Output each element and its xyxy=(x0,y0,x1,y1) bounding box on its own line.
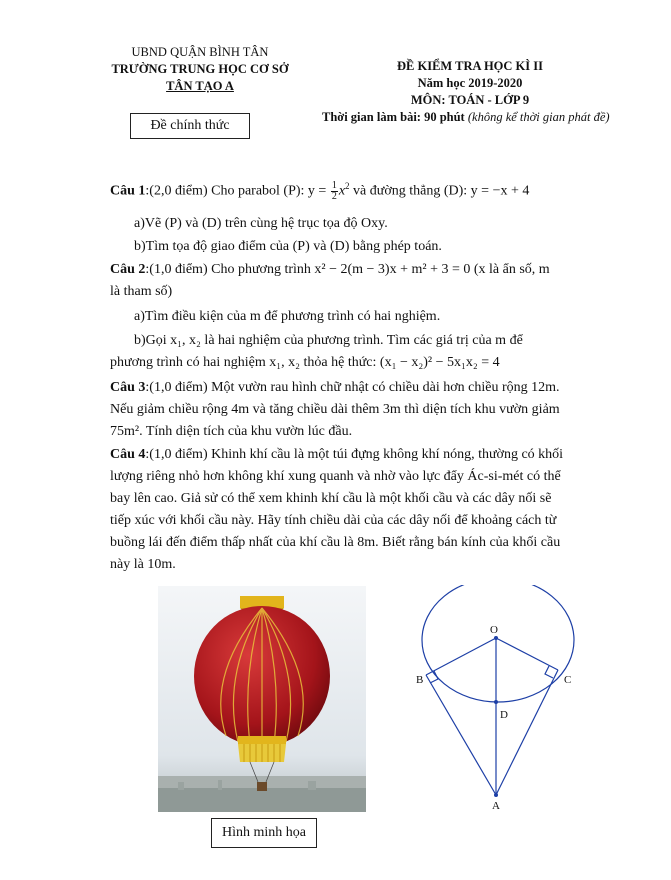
q3-label: Câu 3 xyxy=(110,380,146,395)
q3-text3: 75m². Tính diện tích của khu vườn lúc đầu. xyxy=(110,424,353,439)
header-left xyxy=(95,44,305,95)
question-1: Câu 1:(2,0 điểm) Cho parabol (P): y = $\frac{1}{2}$ $x^2$ và đường thẳng (D): y = −x + 4 xyxy=(110,179,530,202)
label-A: A xyxy=(492,800,500,812)
q1-label: Câu 1 xyxy=(110,183,146,199)
q4-text2: lượng riêng nhỏ hơn không khí xung quanh và nhờ vào lực đẩy Ác-si-mét có thể xyxy=(110,469,561,484)
official-badge xyxy=(130,113,250,139)
q2-line2: là tham số) xyxy=(110,284,173,299)
header-right xyxy=(340,58,600,109)
q2-line1: :(1,0 điểm) Cho phương trình x² − 2(m − 3)x + m² + 3 = 0 (x là ẩn số, m xyxy=(145,262,550,277)
q1-part-b: b)Tìm tọa độ giao điểm của (P) và (D) bằng phép toán. xyxy=(134,239,442,254)
q4-text1: :(1,0 điểm) Khinh khí cầu là một túi đựng không khí nóng, thường có khối xyxy=(145,447,564,462)
q2-part-a: a)Tìm điều kiện của m để phương trình có hai nghiệm. xyxy=(134,309,441,324)
q3-text2: Nếu giảm chiều rộng 4m và tăng chiều dài thêm 3m thì diện tích khu vườn giảm xyxy=(110,402,560,417)
figure-caption: Hình minh họa xyxy=(222,825,306,840)
school-name: TÂN TẠO A xyxy=(166,79,234,93)
question-3 xyxy=(110,377,630,399)
q3-text1: :(1,0 điểm) Một vườn rau hình chữ nhật có chiều dài hơn chiều rộng 12m. xyxy=(145,380,560,395)
official-badge-label: Đề chính thức xyxy=(150,118,230,133)
q4-text3: bay lên cao. Giả sử có thể xem khinh khí cầu là một khối cầu và các dây nối sẽ xyxy=(110,491,552,506)
q1-mid: và đường thẳng (D): y = −x + 4 xyxy=(349,183,530,199)
q4-text5: buồng lái đến điểm thấp nhất của khí cầu là 8m. Biết rằng bán kính của khối cầu xyxy=(110,535,561,550)
district-name: UBND QUẬN BÌNH TÂN xyxy=(131,45,269,59)
time-label: Thời gian làm bài: 90 phút xyxy=(322,110,465,124)
subject: MÔN: TOÁN - LỚP 9 xyxy=(410,93,530,107)
figure-caption-box xyxy=(211,818,317,848)
q1-part-a: a)Vẽ (P) và (D) trên cùng hệ trục tọa độ Oxy. xyxy=(134,216,388,231)
q1-lead: :(2,0 điểm) Cho parabol (P): y = xyxy=(145,183,330,199)
time-line xyxy=(322,110,632,125)
balloon-illustration xyxy=(158,586,366,812)
question-2 xyxy=(110,259,630,281)
line-CA xyxy=(496,670,558,795)
exam-title: ĐỀ KIỂM TRA HỌC KÌ II xyxy=(397,59,543,73)
school-year: Năm học 2019-2020 xyxy=(417,76,523,90)
school-type: TRƯỜNG TRUNG HỌC CƠ SỞ xyxy=(111,62,289,76)
q4-label: Câu 4 xyxy=(110,447,146,462)
q2-part-b-2: phương trình có hai nghiệm x₁, x₂ thỏa hệ thức: (x₁ − x₂)² − 5x₁x₂ = 4 xyxy=(110,355,500,370)
q1-fraction: $\frac{1}{2}$ xyxy=(331,179,337,202)
label-O: O xyxy=(490,624,498,636)
q4-text4: tiếp xúc với khối cầu này. Hãy tính chiều dài của các dây nối để khoảng cách từ xyxy=(110,513,557,528)
question-4 xyxy=(110,444,630,466)
q2-label: Câu 2 xyxy=(110,262,146,277)
time-note: (không kể thời gian phát đề) xyxy=(467,110,610,124)
line-OB xyxy=(426,638,496,675)
q2-part-b-1: b)Gọi x₁, x₂ là hai nghiệm của phương trình. Tìm các giá trị của m để xyxy=(134,333,523,348)
balloon-photo xyxy=(158,586,366,812)
q4-text6: này là 10m. xyxy=(110,557,176,572)
label-C: C xyxy=(564,674,572,686)
line-BA xyxy=(426,675,496,795)
label-D: D xyxy=(500,709,508,721)
label-B: B xyxy=(416,674,424,686)
geometry-diagram xyxy=(404,585,600,815)
line-OC xyxy=(496,638,558,670)
right-angle-C xyxy=(545,666,553,678)
